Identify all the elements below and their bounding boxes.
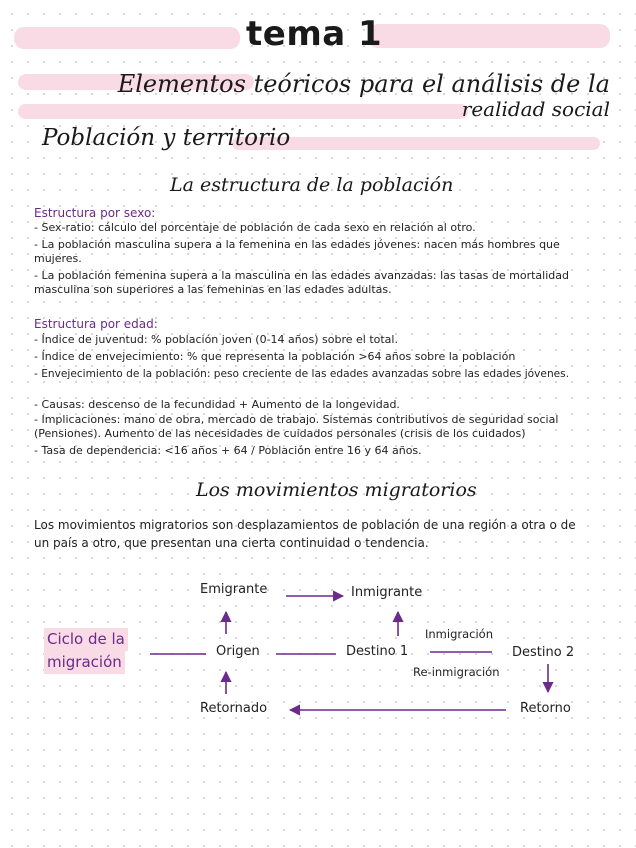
edad-item: - Envejecimiento de la población: peso creciente de las edades avanzadas sobre las edades jóvenes. [34, 368, 570, 380]
edad-item: - Índice de juventud: % población joven (0-14 años) sobre el total. [34, 333, 398, 346]
migration-paragraph: Los movimientos migratorios son desplazamientos de población de una región a otra o de un país a otro, que presentan una cierta continuidad o tendencia. [34, 518, 576, 550]
node-destino-1: Destino 1 [346, 644, 409, 659]
sexo-item: - La población femenina supera a la masculina en las edades avanzadas: las tasas de mortalidad masculina son superiores a las femeninas en las edades adultas. [34, 269, 569, 296]
node-origen: Origen [216, 644, 260, 659]
edge-reinmigracion: Re-inmigración [413, 665, 500, 679]
migration-heading: Los movimientos migratorios [196, 479, 477, 501]
extra-item: - Causas: descenso de la fecundidad + Aumento de la longevidad. [34, 398, 400, 411]
node-destino-2: Destino 2 [512, 645, 575, 660]
sexo-item: - Sex-ratio: cálculo del porcentaje de población de cada sexo en relación al otro. [34, 221, 476, 234]
sexo-item: - La población masculina supera a la femenina en las edades jóvenes: nacen más hombres que mujeres. [34, 238, 560, 265]
subtitle-line-1: Elementos teóricos para el análisis de la [117, 70, 610, 98]
cycle-label [44, 628, 128, 674]
extra-item: - Tasa de dependencia: <16 años + 64 / Población entre 16 y 64 años. [34, 444, 422, 457]
node-retornado: Retornado [200, 701, 268, 716]
structure-heading: La estructura de la población [170, 174, 454, 196]
edge-inmigracion: Inmigración [425, 627, 493, 641]
page-title: tema 1 [246, 14, 383, 54]
cycle-label-line2: migración [44, 651, 125, 674]
edad-heading: Estructura por edad: [34, 317, 158, 331]
section-title: Población y territorio [42, 125, 291, 151]
sexo-heading: Estructura por sexo: [34, 206, 156, 220]
node-emigrante: Emigrante [200, 582, 268, 597]
edad-item: - Índice de envejecimiento: % que representa la población >64 años sobre la población [34, 350, 516, 363]
cycle-label-line1: Ciclo de la [44, 628, 128, 651]
extra-item: - Implicaciones: mano de obra, mercado de trabajo. Sistemas contributivos de seguridad social (Pensiones). Aumento de las necesidades de cuidados personales (crisis de los cuidados) [34, 413, 559, 440]
subtitle-line-2: realidad social [461, 97, 610, 121]
node-retorno: Retorno [520, 701, 571, 716]
node-inmigrante: Inmigrante [351, 585, 423, 600]
